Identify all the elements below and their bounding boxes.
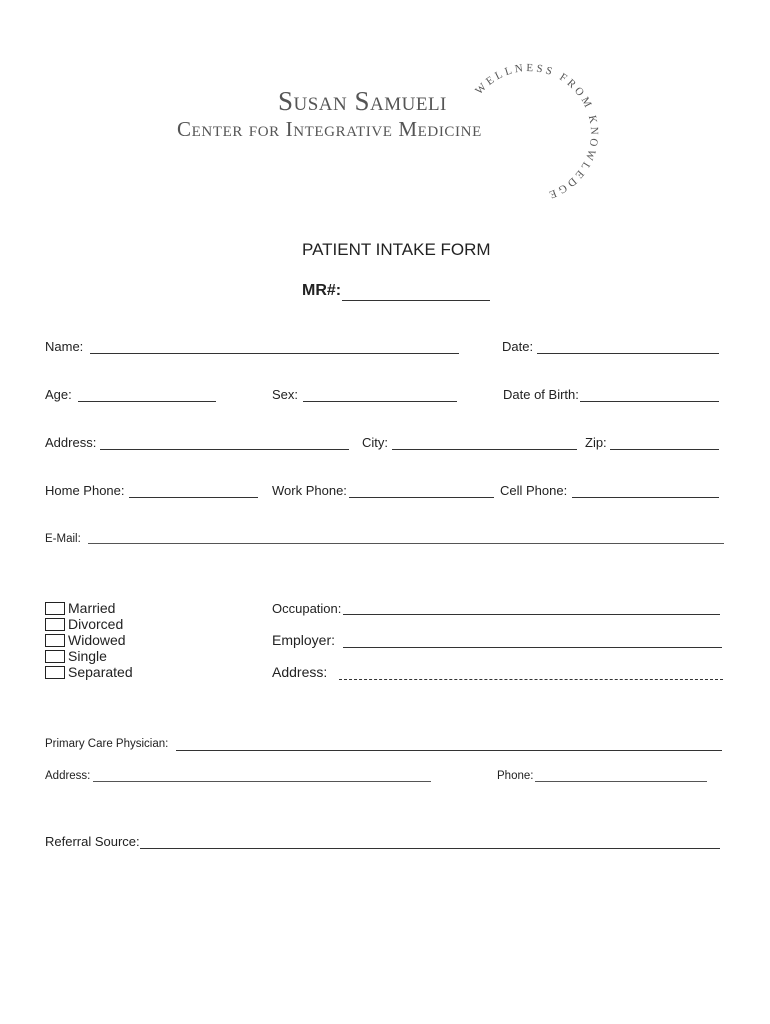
pcp-address-field[interactable] [93,781,431,782]
occupation-label: Occupation: [272,601,342,616]
single-checkbox[interactable] [45,650,65,663]
occupation-field[interactable] [343,614,720,615]
sex-label: Sex: [272,387,299,402]
pcp-field[interactable] [176,750,722,751]
married-label: Married [68,600,116,616]
logo-tagline: WELLNESS FROM KNOWLEDGE [473,61,600,202]
referral-field[interactable] [140,848,720,849]
work-phone-field[interactable] [349,497,494,498]
divorced-checkbox[interactable] [45,618,65,631]
home-phone-label: Home Phone: [45,483,125,498]
single-label: Single [68,648,107,664]
date-label: Date: [502,339,534,354]
employer-label: Employer: [272,632,336,648]
email-field[interactable] [88,543,724,544]
logo-tagline-arc [470,60,610,210]
logo-center-name: Center for Integrative Medicine [177,117,482,141]
mr-field[interactable] [342,300,490,301]
employer-field[interactable] [343,647,722,648]
employer-address-field[interactable] [339,679,723,680]
name-field[interactable] [90,353,459,354]
cell-phone-label: Cell Phone: [500,483,568,498]
form-title: PATIENT INTAKE FORM [302,240,491,259]
referral-label: Referral Source: [45,834,140,849]
city-label: City: [362,435,388,450]
age-field[interactable] [78,401,216,402]
dob-field[interactable] [580,401,719,402]
home-phone-field[interactable] [129,497,258,498]
married-checkbox[interactable] [45,602,65,615]
age-label: Age: [45,387,72,402]
widowed-label: Widowed [68,632,126,648]
pcp-label: Primary Care Physician: [45,738,169,750]
divorced-label: Divorced [68,616,124,632]
separated-label: Separated [68,664,133,680]
separated-checkbox[interactable] [45,666,65,679]
widowed-checkbox[interactable] [45,634,65,647]
zip-label: Zip: [585,435,607,450]
address-label: Address: [45,435,97,450]
email-label: E-Mail: [45,533,81,545]
pcp-phone-label: Phone: [497,770,534,782]
zip-field[interactable] [610,449,719,450]
logo-name: Susan Samueli [278,86,447,116]
date-field[interactable] [537,353,719,354]
sex-field[interactable] [303,401,457,402]
address-field[interactable] [100,449,349,450]
name-label: Name: [45,339,84,354]
cell-phone-field[interactable] [572,497,719,498]
dob-label: Date of Birth: [503,387,579,402]
mr-label: MR#: [302,282,342,299]
pcp-phone-field[interactable] [535,781,707,782]
employer-address-label: Address: [272,664,328,680]
work-phone-label: Work Phone: [272,483,347,498]
city-field[interactable] [392,449,577,450]
pcp-address-label: Address: [45,770,91,782]
